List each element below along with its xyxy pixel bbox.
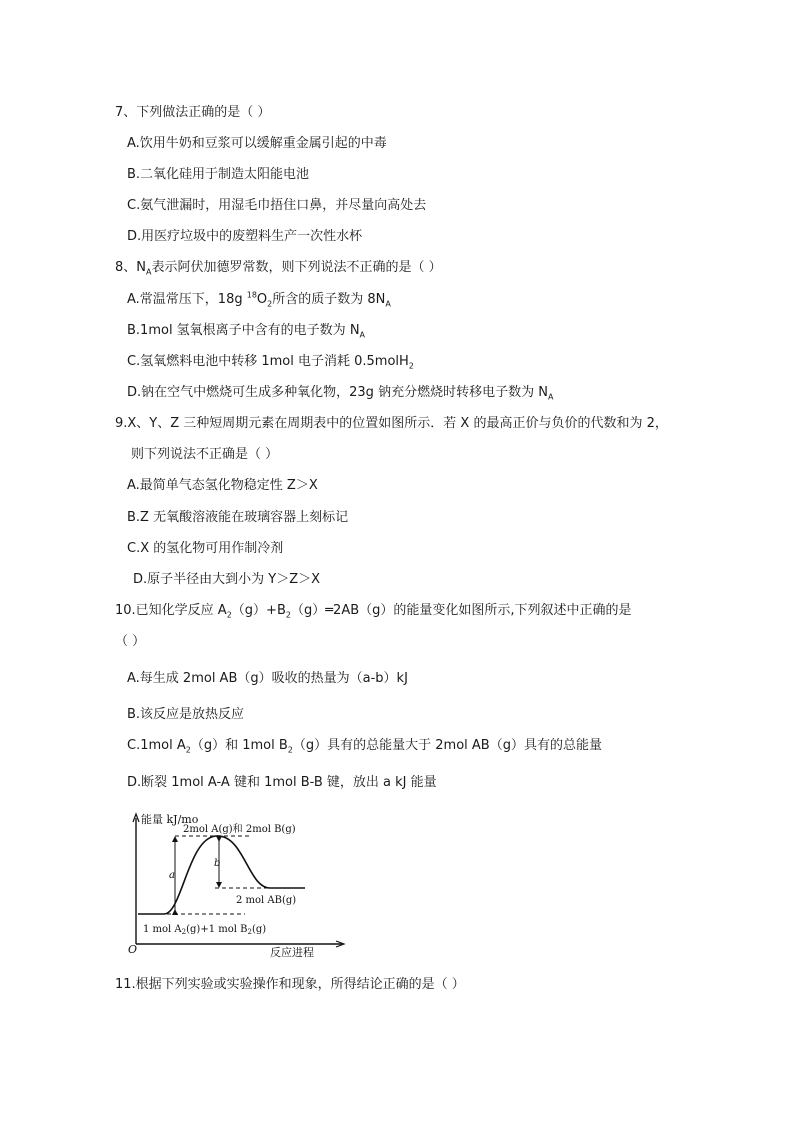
q7-stem: 7、下列做法正确的是（ ） <box>115 105 271 120</box>
q9-option-d: D.原子半径由大到小为 Y＞Z＞X <box>133 572 321 587</box>
a-label: a <box>169 870 175 881</box>
q10-option-c: C.1mol $A_2(g)$和 1mol $B_2(g)$具有的总能量大于 2mol AB（g）具有的总能量 <box>127 738 602 755</box>
q7-option-b: B.二氧化硅用于制造太阳能电池 <box>127 167 310 182</box>
q8-option-d: D.钠在空气中燃烧可生成多种氧化物，23g 钠充分燃烧时转移电子数为 $N_A$ <box>127 385 554 402</box>
q8-option-c: C.氢氧燃料电池中转移 1mol 电子消耗 0.5molH$_2$ <box>127 354 414 371</box>
q9-stem-line2: 则下列说法不正确是（ ） <box>131 447 279 462</box>
q7-option-a: A.饮用牛奶和豆浆可以缓解重金属引起的中毒 <box>127 136 387 151</box>
q10-option-d: D.断裂 1mol A-A 键和 1mol B-B 键，放出 a kJ 能量 <box>127 775 437 790</box>
q8-stem: 8、$N_A$表示阿伏加德罗常数，则下列说法不正确的是（ ） <box>115 260 442 277</box>
q8-option-b: B.1mol 氢氧根离子中含有的电子数为 $N_A$ <box>127 323 366 340</box>
product-label: 2 mol AB(g) <box>236 895 297 906</box>
y-axis-label: 能量 kJ/mo <box>141 813 199 826</box>
q9-option-a: A.最简单气态氢化物稳定性 Z＞X <box>127 478 318 493</box>
origin-label: O <box>128 943 138 956</box>
q10-option-b: B.该反应是放热反应 <box>127 707 245 722</box>
b-label: b <box>214 858 221 869</box>
peak-label: 2mol A(g)和 2mol B(g) <box>183 824 296 835</box>
q7-option-c: C.氨气泄漏时，用湿毛巾捂住口鼻，并尽量向高处去 <box>127 198 427 213</box>
x-axis-label: 反应进程 <box>270 946 314 959</box>
q8-option-a: A.常温常压下，18g $^{18}O_2$所含的质子数为 $8N_A$ <box>127 290 391 309</box>
q9-stem-line1: 9.X、Y、Z 三种短周期元素在周期表中的位置如图所示．若 X 的最高正价与负价的代数和为 2， <box>115 416 668 431</box>
q11-stem: 11.根据下列实验或实验操作和现象，所得结论正确的是（ ） <box>115 977 465 992</box>
q10-stem-line2: （ ） <box>115 634 146 649</box>
q10-stem-line1: 10.已知化学反应 $A_2(g)+B_2(g)═2AB(g)$的能量变化如图所示,下列叙述中正确的是 <box>115 603 632 620</box>
q9-option-c: C.X 的氢化物可用作制冷剂 <box>127 541 284 556</box>
q10-option-a: A.每生成 2mol AB（g）吸收的热量为（a-b）kJ <box>127 671 408 686</box>
energy-diagram <box>120 808 350 960</box>
reactant-label: 1 mol $A_2(g)+1$ mol $B_2(g)$ <box>143 924 267 936</box>
q7-option-d: D.用医疗垃圾中的废塑料生产一次性水杯 <box>127 229 363 244</box>
q9-option-b: B.Z 无氧酸溶液能在玻璃容器上刻标记 <box>127 510 349 525</box>
